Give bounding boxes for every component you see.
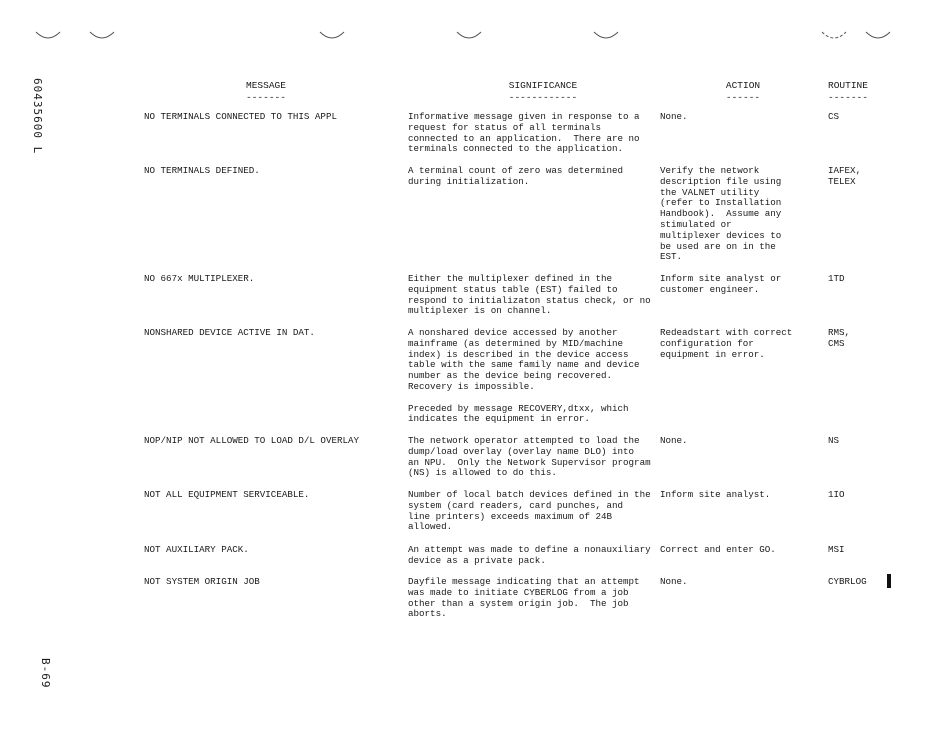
significance-cell: Number of local batch devices defined in the system (card readers, card punches, and line printers) exceeds maximum of 24B allowed. bbox=[408, 489, 651, 533]
routine-cell: NS bbox=[828, 435, 840, 446]
message-cell: NONSHARED DEVICE ACTIVE IN DAT. bbox=[144, 327, 315, 338]
punch-hole-mark bbox=[88, 28, 116, 46]
message-cell: NOT SYSTEM ORIGIN JOB bbox=[144, 576, 260, 587]
header-message bbox=[236, 80, 296, 104]
action-cell: Inform site analyst. bbox=[660, 489, 771, 500]
action-cell: None. bbox=[660, 435, 688, 446]
significance-cell: Informative message given in response to a request for status of all terminals connected to an application. There are no terminals connected to the application. bbox=[408, 111, 640, 155]
action-cell: Inform site analyst or customer engineer. bbox=[660, 273, 782, 295]
header-underline: ------ bbox=[725, 92, 761, 103]
routine-cell: CS bbox=[828, 111, 840, 122]
header-underline: ------------ bbox=[508, 92, 578, 103]
message-cell: NOT AUXILIARY PACK. bbox=[144, 544, 249, 555]
document-number: 60435600 L bbox=[31, 78, 44, 155]
routine-cell: RMS, CMS bbox=[828, 327, 851, 349]
punch-hole-mark bbox=[34, 28, 62, 46]
punch-hole-mark bbox=[455, 28, 483, 46]
action-cell: Redeadstart with correct configuration for equipment in error. bbox=[660, 327, 793, 360]
routine-cell: 1TD bbox=[828, 273, 845, 284]
significance-cell: A nonshared device accessed by another mainframe (as determined by MID/machine index) is described in the device access table with the same family name and device number as the device being recovered. Recovery is impossible. Preceded by message RECOVERY,dtxx, which indicates the equipment in error. bbox=[408, 327, 640, 425]
header-underline: ------- bbox=[828, 92, 868, 103]
significance-cell: A terminal count of zero was determined during initialization. bbox=[408, 165, 624, 187]
punch-hole-mark bbox=[592, 28, 620, 46]
header-significance-label: SIGNIFICANCE bbox=[508, 80, 578, 91]
message-cell: NO TERMINALS CONNECTED TO THIS APPL bbox=[144, 111, 337, 122]
action-cell: Correct and enter GO. bbox=[660, 544, 776, 555]
header-routine bbox=[818, 80, 878, 104]
significance-cell: Either the multiplexer defined in the equipment status table (EST) failed to respond to initializaton status check, or no multiplexer is on channel. bbox=[408, 273, 651, 317]
header-routine-label: ROUTINE bbox=[828, 80, 868, 91]
significance-cell: Dayfile message indicating that an attempt was made to initiate CYBERLOG from a job other than a system origin job. The job aborts. bbox=[408, 576, 640, 620]
significance-cell: The network operator attempted to load the dump/load overlay (overlay name DLO) into an NPU. Only the Network Supervisor program (NS) is allowed to do this. bbox=[408, 435, 651, 479]
header-action bbox=[716, 80, 770, 104]
routine-cell: 1IO bbox=[828, 489, 845, 500]
header-message-label: MESSAGE bbox=[246, 80, 286, 91]
page-number: B-69 bbox=[39, 658, 52, 689]
significance-cell: An attempt was made to define a nonauxiliary device as a private pack. bbox=[408, 544, 651, 566]
header-underline: ------- bbox=[246, 92, 286, 103]
routine-cell: CYBRLOG bbox=[828, 576, 867, 587]
routine-cell: IAFEX, TELEX bbox=[828, 165, 862, 187]
punch-hole-mark bbox=[820, 28, 848, 46]
action-cell: Verify the network description file using the VALNET utility (refer to Installation Handbook). Assume any stimulated or multiplexer devices to be used are on in the EST. bbox=[660, 165, 782, 263]
message-cell: NO 667x MULTIPLEXER. bbox=[144, 273, 255, 284]
punch-hole-mark bbox=[864, 28, 892, 46]
action-cell: None. bbox=[660, 111, 688, 122]
punch-hole-mark bbox=[318, 28, 346, 46]
message-cell: NO TERMINALS DEFINED. bbox=[144, 165, 260, 176]
header-significance bbox=[498, 80, 588, 104]
change-bar bbox=[887, 574, 891, 588]
header-action-label: ACTION bbox=[725, 80, 761, 91]
message-cell: NOT ALL EQUIPMENT SERVICEABLE. bbox=[144, 489, 310, 500]
action-cell: None. bbox=[660, 576, 688, 587]
routine-cell: MSI bbox=[828, 544, 845, 555]
message-cell: NOP/NIP NOT ALLOWED TO LOAD D/L OVERLAY bbox=[144, 435, 360, 446]
